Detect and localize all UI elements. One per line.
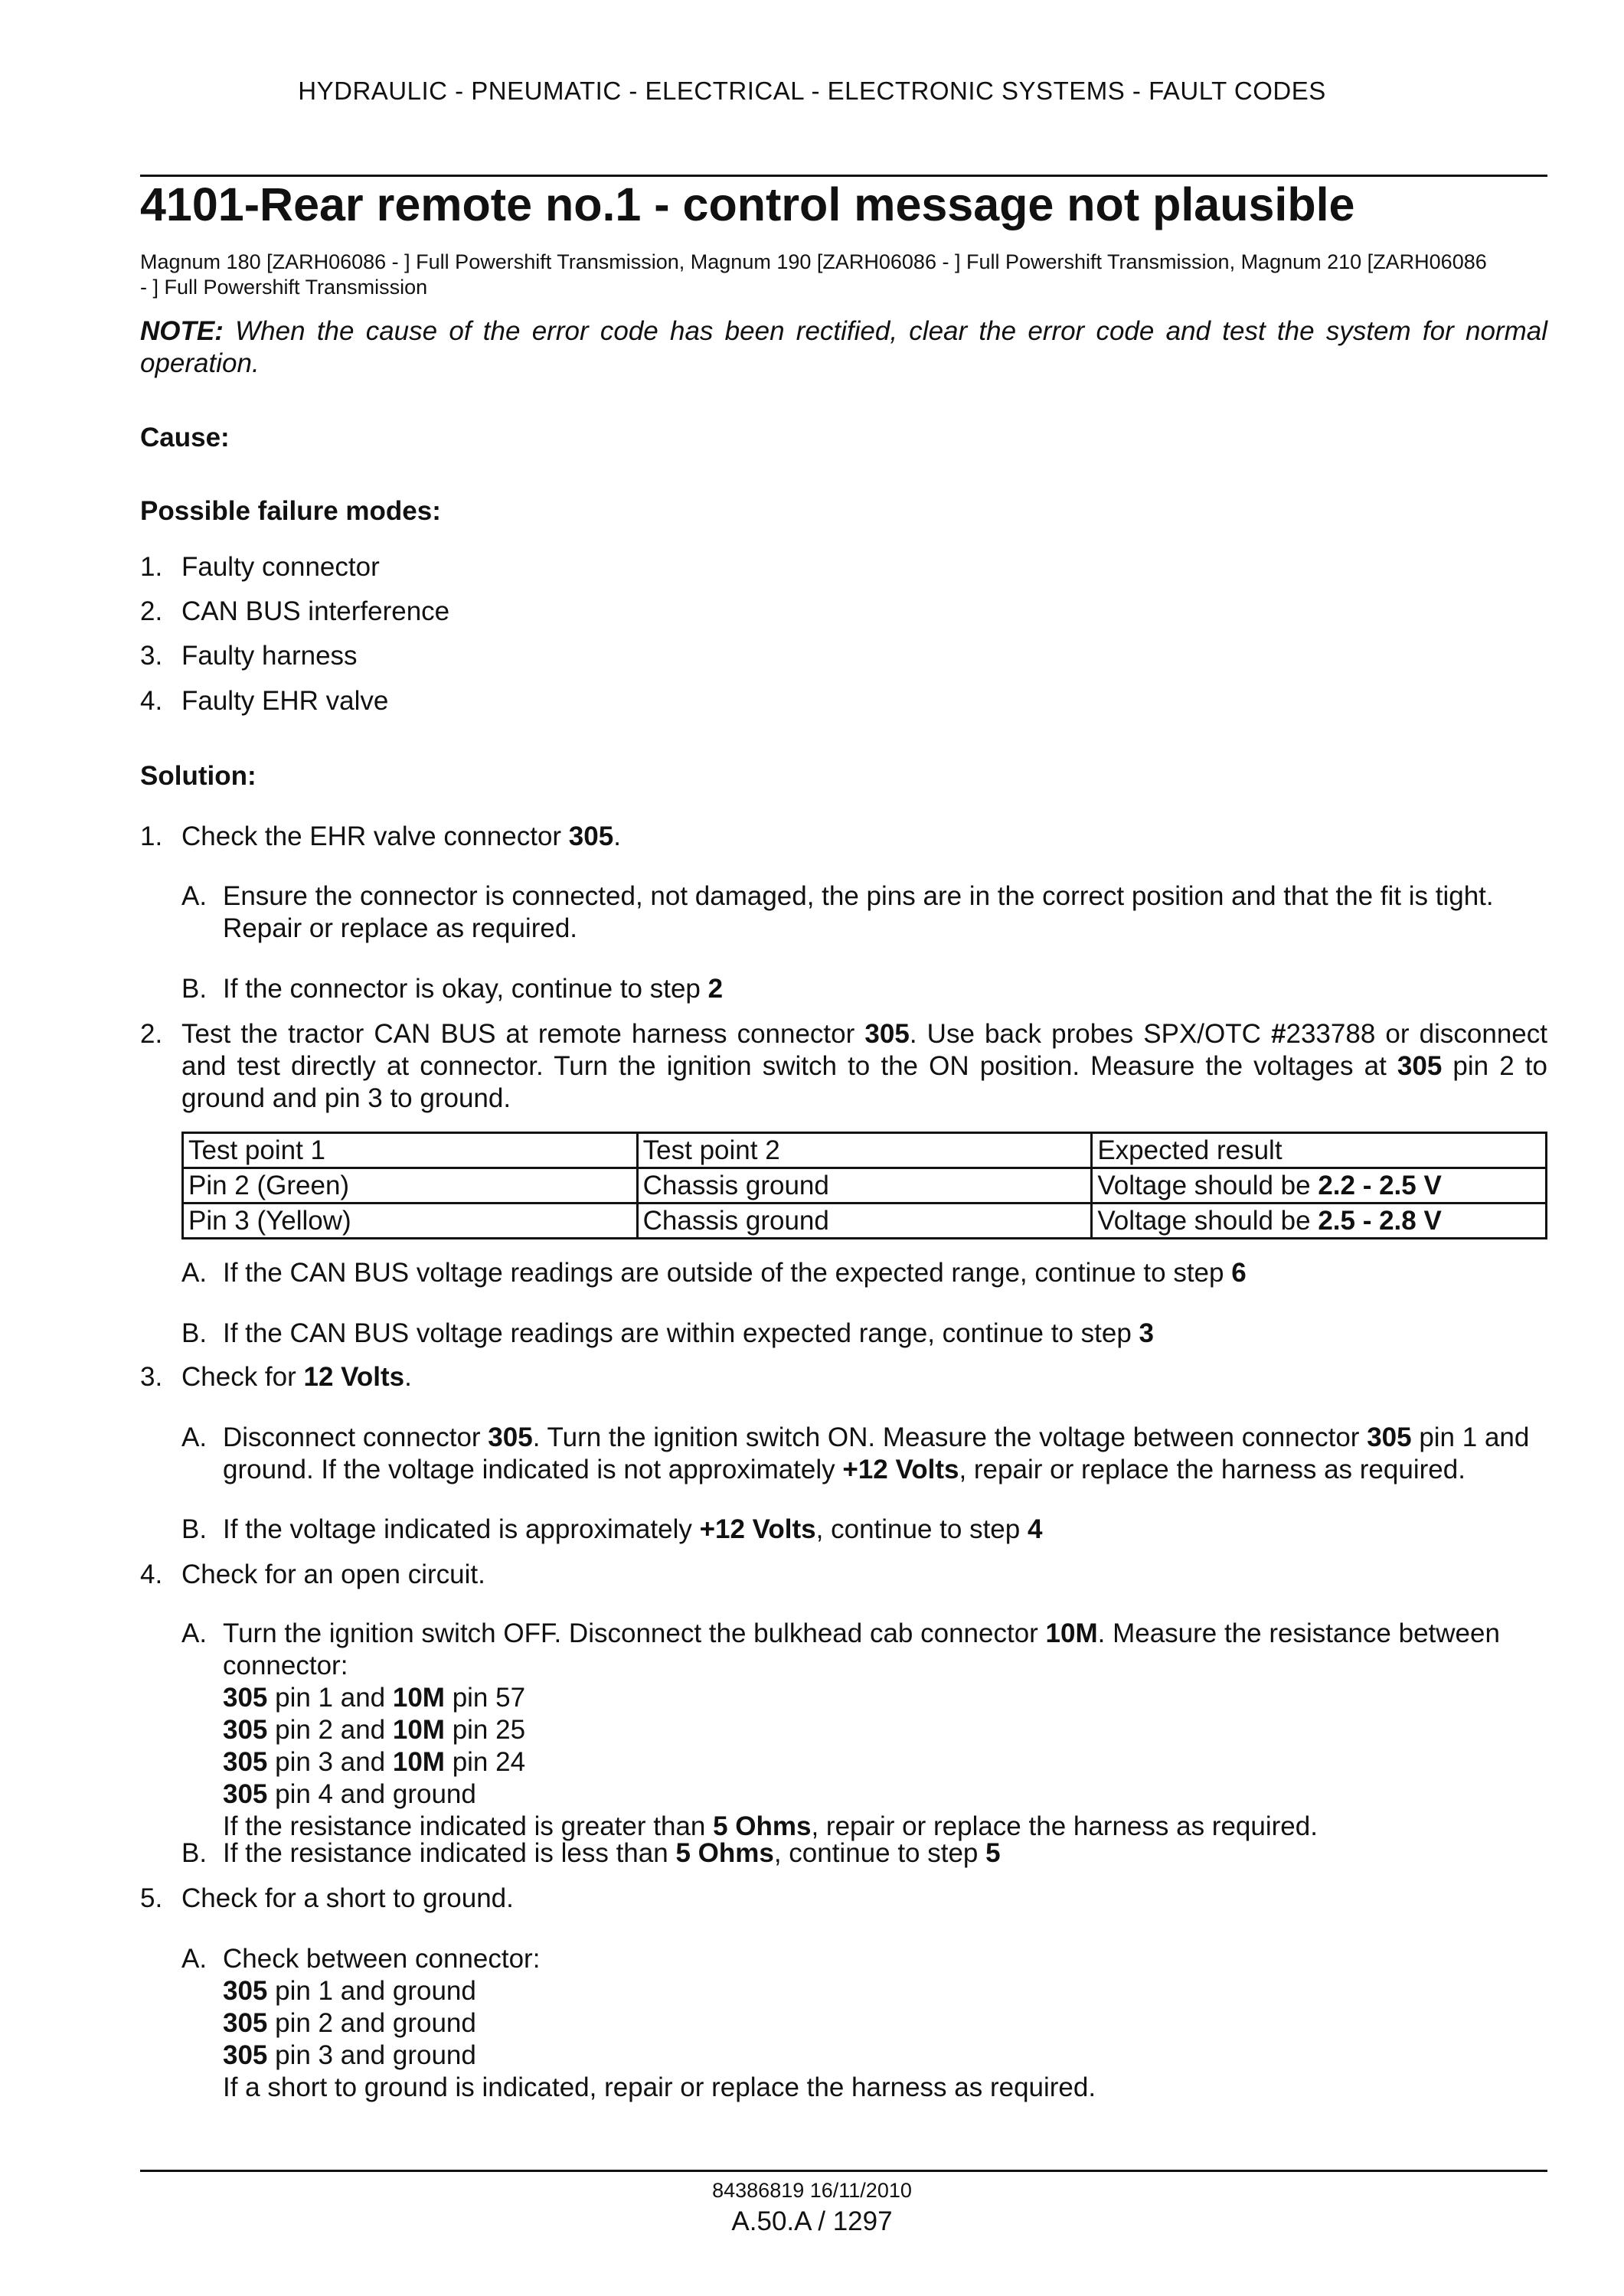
failure-mode-item: 2. CAN BUS interference [140, 596, 450, 626]
solution-step-1b: B. If the connector is okay, continue to step 2 [181, 974, 724, 1004]
table-header-cell: Test point 1 [183, 1133, 638, 1168]
table-header-cell: Expected result [1092, 1133, 1547, 1168]
applicability-line-2: - ] Full Powershift Transmission [140, 276, 428, 299]
solution-step-5: 5. Check for a short to ground. [140, 1883, 514, 1913]
failure-mode-item: 3. Faulty harness [140, 641, 358, 671]
applicability-line-1: Magnum 180 [ZARH06086 - ] Full Powershift Transmission, Magnum 190 [ZARH06086 - ] Full Powershift Transmission, Magnum 210 [ZARH06086 [140, 250, 1487, 273]
solution-step-5a: A. Check between connector: 305 pin 1 and ground 305 pin 2 and ground 305 pin 3 and ground If a short to ground is indicated, repair or replace the harness as required. [181, 1944, 1096, 2102]
table-header-cell: Test point 2 [637, 1133, 1092, 1168]
table-cell: Pin 2 (Green) [183, 1168, 638, 1204]
header-rule [140, 175, 1547, 177]
note-label: NOTE: [140, 316, 224, 346]
solution-step-1a: A. Ensure the connector is connected, not damaged, the pins are in the correct position and that the fit is tight. Repair or replace as required. [181, 881, 1494, 943]
table-row [183, 1168, 1547, 1204]
footer-page-number: A.50.A / 1297 [731, 2206, 893, 2236]
failure-modes-heading: Possible failure modes: [140, 496, 441, 526]
solution-step-3b: B. If the voltage indicated is approximately +12 Volts, continue to step 4 [181, 1514, 1043, 1544]
solution-step-2a: A. If the CAN BUS voltage readings are outside of the expected range, continue to step 6 [181, 1258, 1247, 1288]
applicability [140, 250, 1547, 300]
solution-step-2: 2. Test the tractor CAN BUS at remote harness connector 305. Use back probes SPX/OTC #233788 or disconnect and test directly at connector. Turn the ignition switch to the ON position. Measure the voltages at 305 pin 2 to ground and pin 3 to ground. [140, 1019, 1547, 1113]
solution-heading: Solution: [140, 761, 257, 791]
note-text: When the cause of the error code has been rectified, clear the error code and test the system for normal operation. [140, 316, 1547, 378]
table-row [183, 1204, 1547, 1239]
failure-mode-item: 4. Faulty EHR valve [140, 686, 389, 716]
solution-step-3a: A. Disconnect connector 305. Turn the ignition switch ON. Measure the voltage between connector 305 pin 1 and ground. If the voltage indicated is not approximately +12 Volts, repair or replace the harness as required. [181, 1422, 1530, 1484]
table-cell: Voltage should be 2.2 - 2.5 V [1092, 1168, 1547, 1204]
footer-document-code: 84386819 16/11/2010 [712, 2179, 912, 2202]
solution-step-4a: A. Turn the ignition switch OFF. Disconnect the bulkhead cab connector 10M. Measure the resistance between connector: 305 pin 1 and 10M pin 57 305 pin 2 and 10M pin 25 305 pin 3 and 10M pin 24 305 pin 4 and ground If the resistance indicated is greater than 5 Ohms, repair or replace the harness as required. [181, 1618, 1500, 1841]
table-cell: Voltage should be 2.5 - 2.8 V [1092, 1204, 1547, 1239]
solution-step-2b: B. If the CAN BUS voltage readings are within expected range, continue to step 3 [181, 1318, 1154, 1348]
page-title: 4101-Rear remote no.1 - control message not plausible [140, 178, 1355, 230]
note [140, 315, 1547, 380]
table-header-row [183, 1133, 1547, 1168]
solution-step-1: 1. Check the EHR valve connector 305. [140, 821, 621, 851]
test-point-table [181, 1132, 1547, 1239]
failure-mode-item: 1. Faulty connector [140, 552, 380, 582]
cause-heading: Cause: [140, 423, 230, 452]
table-cell: Pin 3 (Yellow) [183, 1204, 638, 1239]
table-cell: Chassis ground [637, 1204, 1092, 1239]
solution-step-3: 3. Check for 12 Volts. [140, 1362, 412, 1392]
solution-step-4: 4. Check for an open circuit. [140, 1560, 485, 1589]
table-cell: Chassis ground [637, 1168, 1092, 1204]
page-header: HYDRAULIC - PNEUMATIC - ELECTRICAL - ELECTRONIC SYSTEMS - FAULT CODES [298, 77, 1326, 105]
footer-rule [140, 2170, 1547, 2172]
solution-step-4b: B. If the resistance indicated is less than 5 Ohms, continue to step 5 [181, 1838, 1001, 1868]
